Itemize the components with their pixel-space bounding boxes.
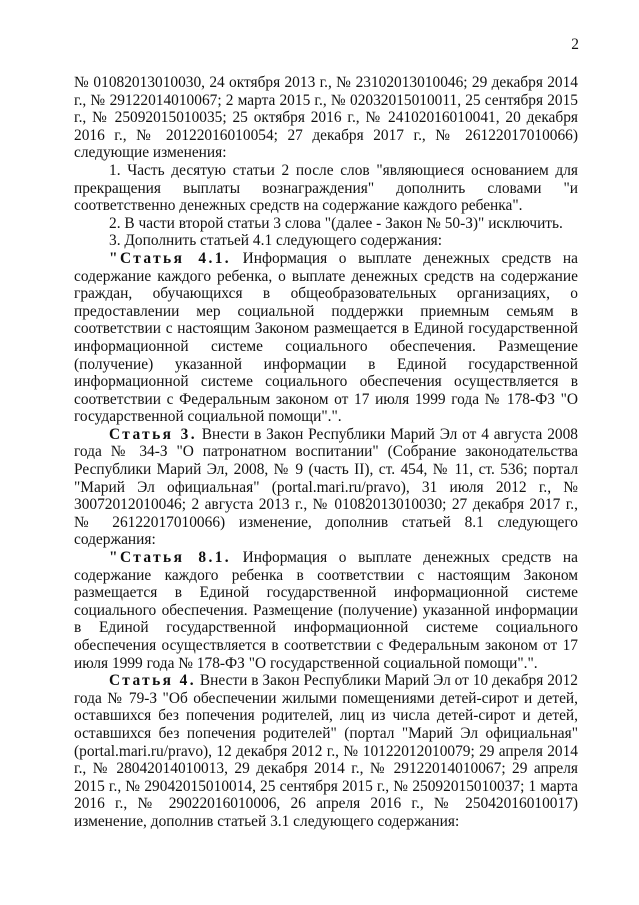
paragraph-text: Информация о выплате денежных средств на содержание каждого ребенка, о выплате денежных средств на содержание граждан, обучающихся в общеобразовательных организациях, о предоставлении мер социальной поддержки приемным семьям в соответствии с настоящим Законом размещается в Единой государственной информационной системе социального обеспечения. Размещение (получение) указанной информации в Единой государственной информационной системе социального обеспечения осуществляется в соответствии с Федеральным законом от 17 июля 1999 года № 178-ФЗ "О государственной социальной помощи".". (74, 249, 578, 426)
document-body (74, 74, 578, 831)
paragraph-article-4 (74, 672, 578, 830)
paragraph-text: Внести в Закон Республики Марий Эл от 10 декабря 2012 года № 79-З "Об обеспечении жилыми помещениями детей-сирот и детей, оставшихся без попечения родителей, лиц из числа детей-сирот и детей, оставшихся без попечения родителей" (портал "Марий Эл официальная" (portal.mari.ru/pravo), 12 декабря 2012 г., № 10122012010079; 29 апреля 2014 г., № 28042014010013, 29 декабря 2014 г., № 29122014010067; 29 апреля 2015 г., № 29042015010014, 25 сентября 2015 г., № 25092015010037; 1 марта 2016 г., № 29022016010006, 26 апреля 2016 г., № 25042016010017) изменение, дополнив статьей 3.1 следующего содержания: (74, 672, 578, 830)
article-heading: "Статья 4.1. (109, 249, 232, 267)
paragraph-item-3 (74, 232, 578, 250)
paragraph-text: 2. В части второй статьи 3 слова "(далее - Закон № 50-З)" исключить. (109, 214, 563, 232)
article-heading: Статья 3. (109, 425, 197, 443)
paragraph-text: 3. Дополнить статьей 4.1 следующего содержания: (109, 232, 443, 250)
page-number: 2 (571, 36, 579, 53)
article-heading: "Статья 8.1. (109, 549, 232, 567)
paragraph-text: Внести в Закон Республики Марий Эл от 4 августа 2008 года № 34-З "О патронатном воспитании" (Собрание законодательства Республики Марий Эл, 2008, № 9 (часть II), ст. 454, № 11, ст. 536; портал "Марий Эл официальная" (portal.mari.ru/pravo), 31 июля 2012 г., № 30072012010046; 2 августа 2013 г., № 01082013010030; 27 декабря 2017 г., № 26122017010066) изменение, дополнив статьей 8.1 следующего содержания: (74, 425, 578, 549)
paragraph-item-2 (74, 215, 578, 233)
paragraph-amendment-list-continuation (74, 74, 578, 162)
paragraph-text: № 01082013010030, 24 октября 2013 г., № 23102013010046; 29 декабря 2014 г., № 29122014010067; 2 марта 2015 г., № 02032015010011, 25 сентября 2015 г., № 25092015010035; 25 октября 2016 г., № 24102016010041, 20 декабря 2016 г., № 20122016010054; 27 декабря 2017 г., № 26122017010066) следующие изменения: (74, 74, 578, 162)
paragraph-text: Информация о выплате денежных средств на содержание каждого ребенка в соответствии с настоящим Законом размещается в Единой государственной информационной системе социального обеспечения. Размещение (получение) указанной информации в Единой государственной информационной системе социального обеспечения осуществляется в соответствии с Федеральным законом от 17 июля 1999 года № 178-ФЗ "О государственной социальной помощи".". (74, 549, 578, 672)
article-heading: Статья 4. (109, 672, 197, 690)
paragraph-item-1 (74, 162, 578, 215)
paragraph-article-4-1 (74, 250, 578, 426)
paragraph-article-8-1 (74, 549, 578, 672)
paragraph-text: 1. Часть десятую статьи 2 после слов "являющиеся основанием для прекращения выплаты вознаграждения" дополнить словами "и соответственно денежных средств на содержание каждого ребенка". (74, 161, 578, 215)
paragraph-article-3 (74, 426, 578, 549)
